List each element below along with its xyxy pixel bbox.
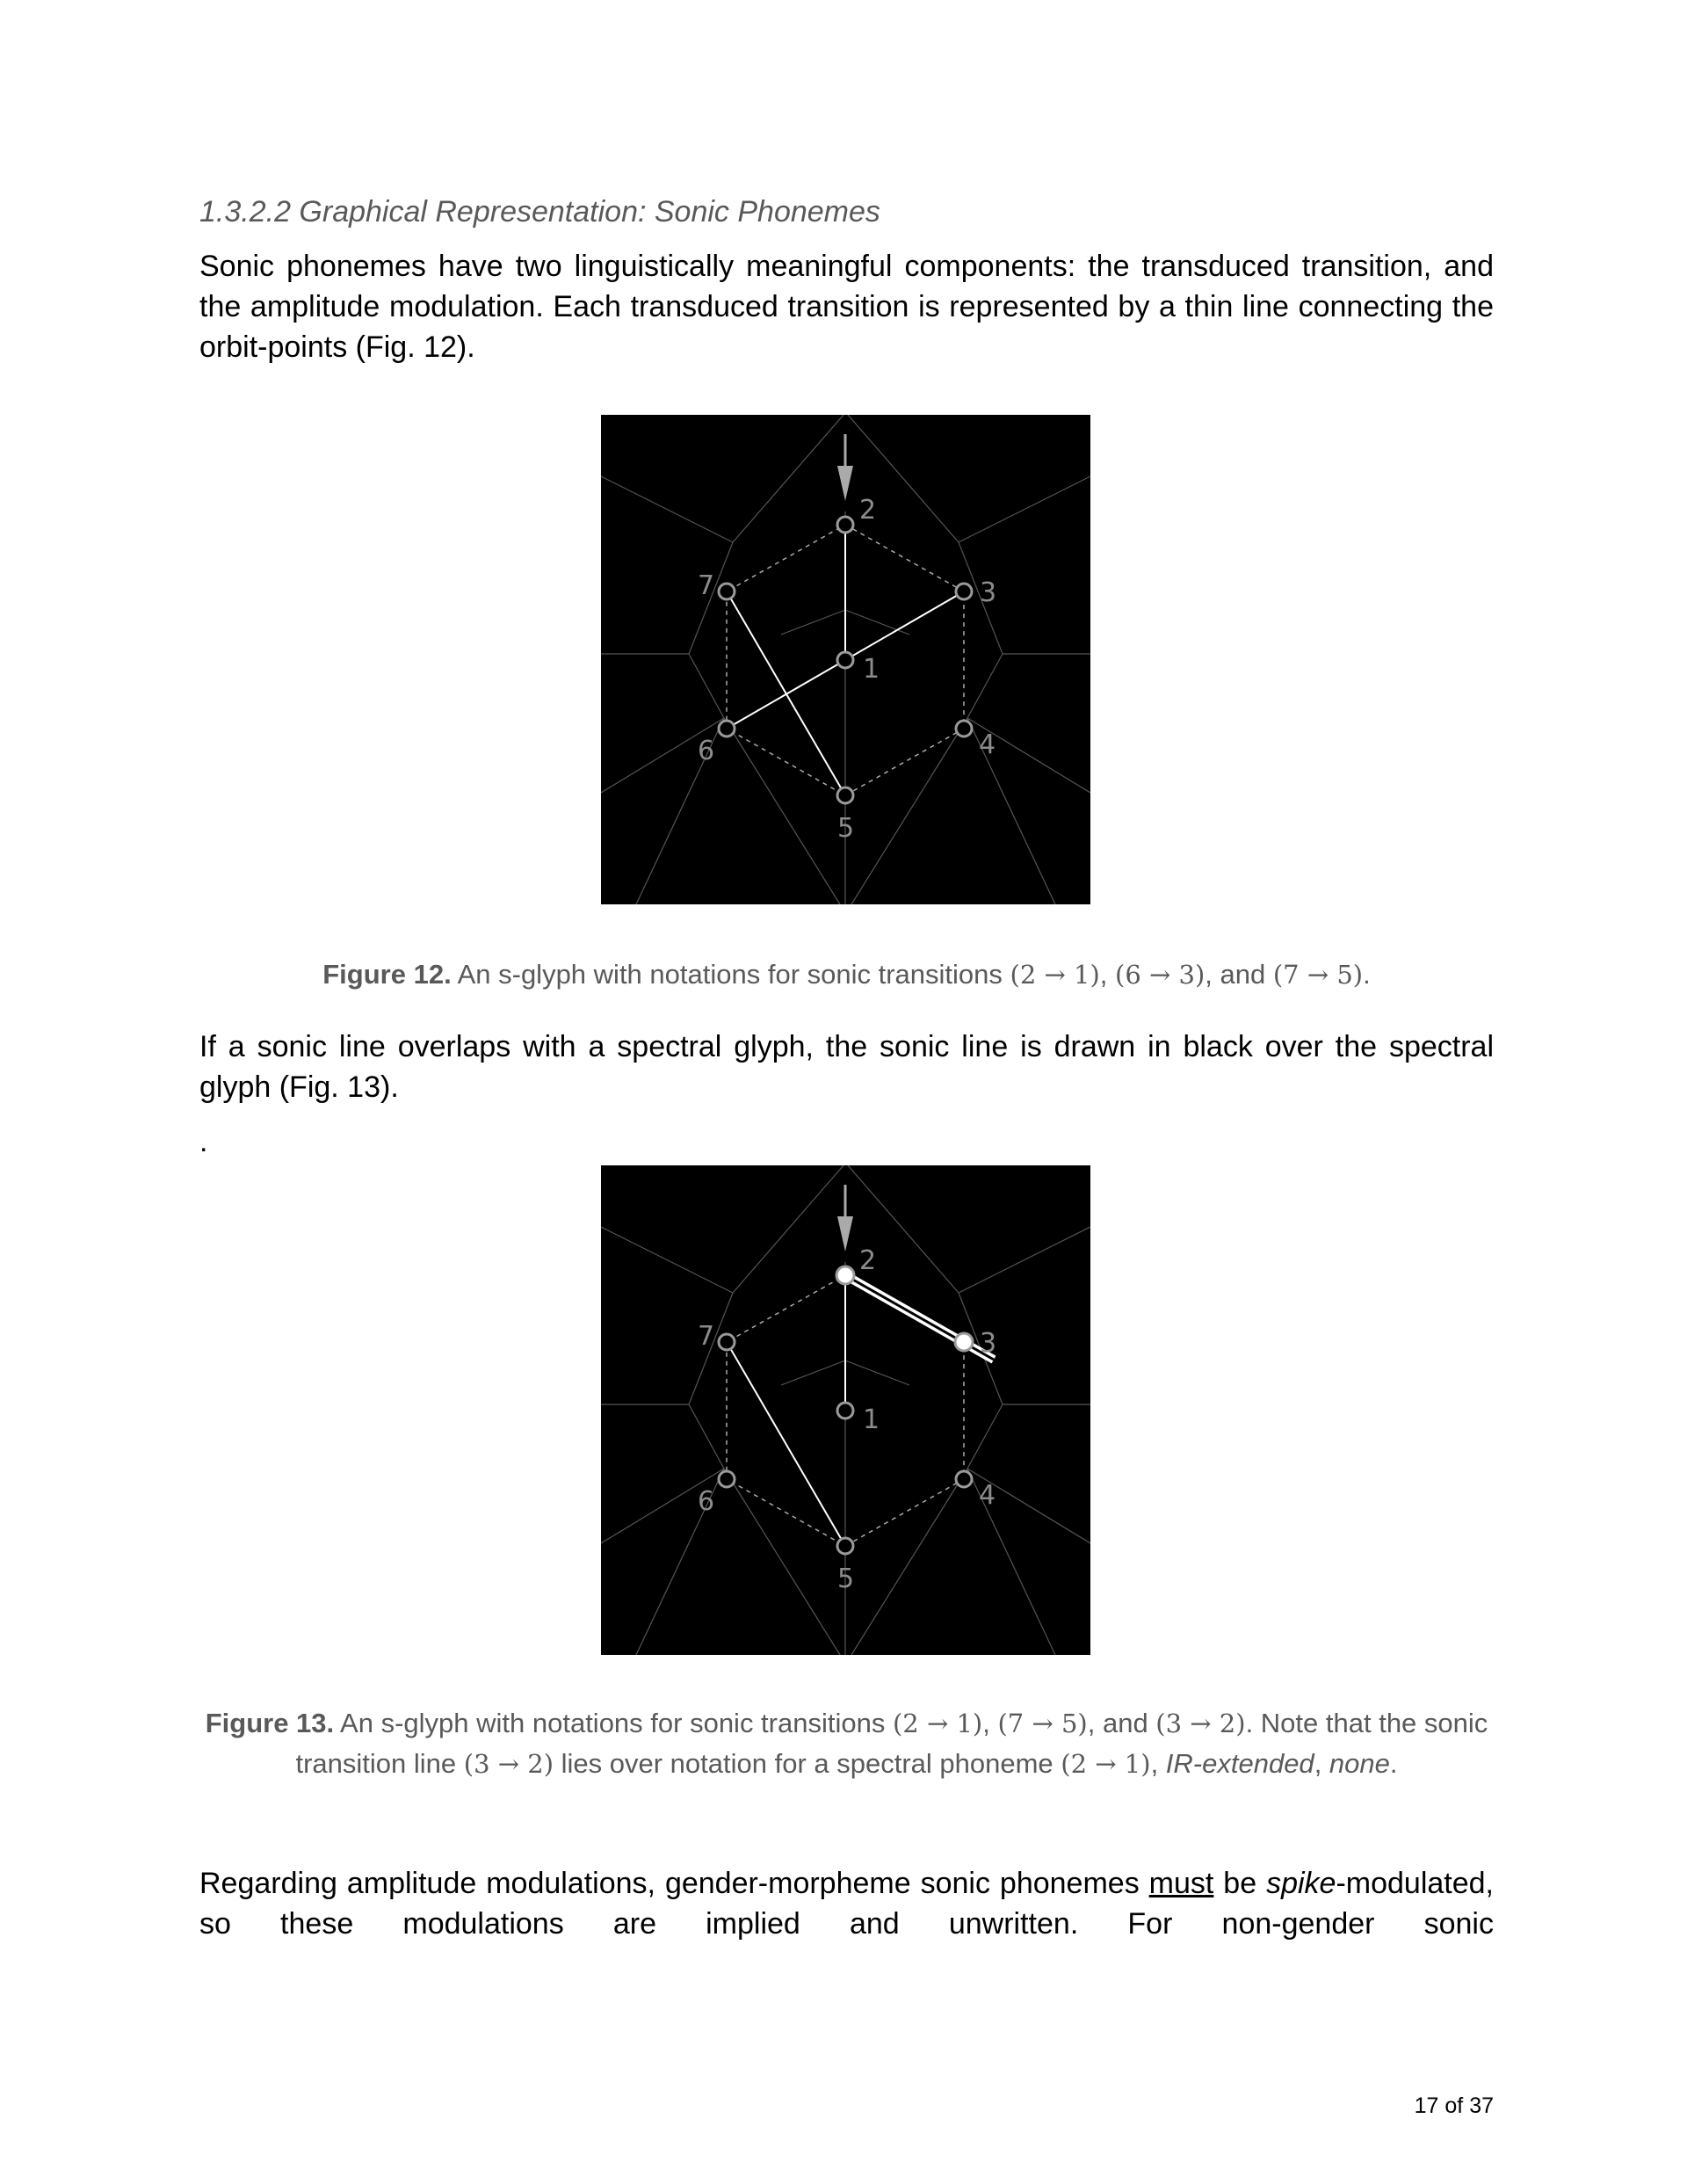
paragraph-sonic-phonemes: Sonic phonemes have two linguistically meaningful components: the transduced transition, and the amplitude modulation. Each transduced transition is represented by a thin line connecting the orbit-points (Fig. 12).	[199, 250, 1494, 364]
point-label-5: 5	[837, 813, 855, 844]
figure-13-glyph	[601, 1165, 1090, 1655]
figure-12	[601, 415, 1090, 904]
point-label-6: 6	[698, 1486, 715, 1517]
orbit-point-4	[956, 721, 972, 736]
orbit-point-7	[719, 584, 735, 599]
point-label-2: 2	[859, 495, 877, 526]
figure-13-caption: Figure 13. An s-glyph with notations for sonic transitions (2 → 1), (7 → 5), and (3 → 2). Note that the sonic transition line (3 → 2) lies over notation for a spectral phoneme (2 → 1), IR-extended, none.	[205, 1708, 1488, 1779]
point-label-7: 7	[698, 570, 715, 601]
point-label-3: 3	[980, 577, 997, 608]
caption-label: Figure 13.	[205, 1708, 335, 1738]
orbit-point-6	[719, 1471, 735, 1487]
point-label-5: 5	[837, 1564, 855, 1594]
caption-label: Figure 12.	[322, 959, 452, 990]
orbit-point-6	[719, 721, 735, 736]
orbit-point-3	[956, 584, 972, 599]
sonic-transition-lines	[727, 1275, 845, 1546]
orbit-point-4	[956, 1471, 972, 1487]
point-label-2: 2	[859, 1245, 877, 1276]
figure-13	[601, 1165, 1090, 1655]
orbit-point-5	[837, 1538, 853, 1554]
point-label-4: 4	[979, 1480, 996, 1511]
point-label-3: 3	[980, 1328, 997, 1359]
orbit-point-2	[837, 517, 853, 533]
orbit-point-5	[837, 787, 853, 803]
point-label-7: 7	[698, 1321, 715, 1352]
down-arrow-icon	[837, 466, 853, 501]
paragraph-overlap-rule: If a sonic line overlaps with a spectral glyph, the sonic line is drawn in black over the spectral glyph (Fig. 13).	[199, 1030, 1494, 1104]
down-arrow-icon	[837, 1216, 853, 1252]
section-heading: 1.3.2.2 Graphical Representation: Sonic Phonemes	[199, 195, 880, 229]
orbit-point-2	[836, 1266, 854, 1284]
figure-12-glyph	[601, 415, 1090, 904]
point-label-4: 4	[979, 729, 996, 760]
figure-12-caption: Figure 12. An s-glyph with notations for sonic transitions (2 → 1), (6 → 3), and (7 → 5).	[322, 959, 1371, 990]
point-label-6: 6	[698, 736, 715, 766]
page-number: 17 of 37	[1414, 2093, 1494, 2118]
orbit-point-1	[837, 1403, 853, 1419]
paragraph-amplitude-modulations: Regarding amplitude modulations, gender-morpheme sonic phonemes must be spike-modulated, so these modulations are implied and unwritten. For non-gender sonic	[199, 1867, 1494, 1941]
orbit-point-7	[719, 1334, 735, 1350]
point-label-1: 1	[863, 1404, 880, 1435]
orbit-point-1	[837, 652, 853, 668]
stray-dot: .	[199, 1125, 208, 1158]
point-label-1: 1	[863, 654, 880, 685]
orbit-point-3	[955, 1333, 973, 1351]
